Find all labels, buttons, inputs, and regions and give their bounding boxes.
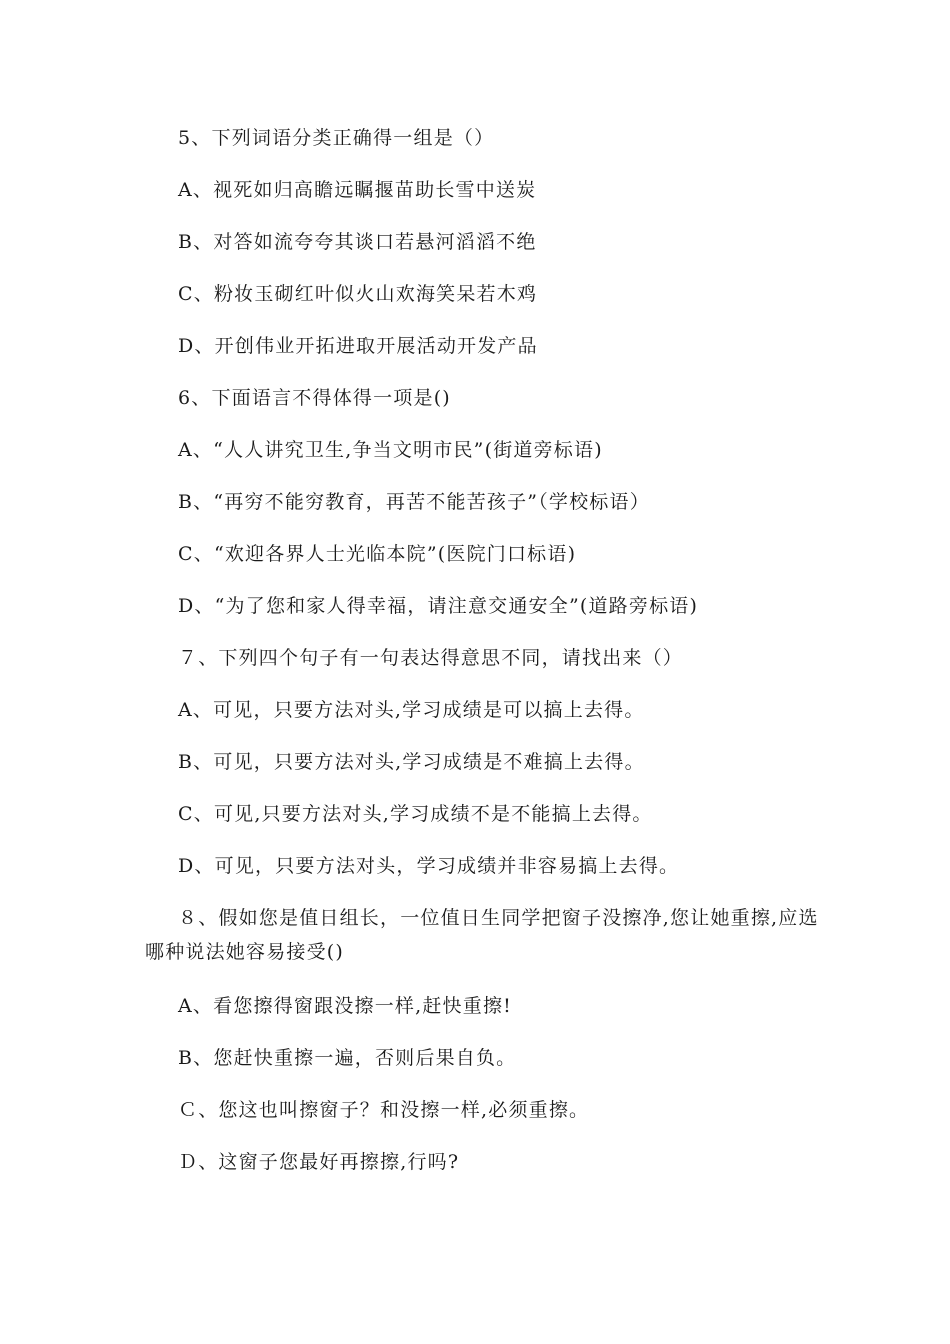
question-8-stem-line-2: 哪种说法她容易接受() — [145, 941, 345, 963]
question-8-option-d: Ｄ、这窗子您最好再擦擦,行吗? — [178, 1151, 460, 1173]
question-5-option-d: D、开创伟业开拓进取开展活动开发产品 — [178, 335, 538, 357]
question-5-option-c: C、粉妆玉砌红叶似火山欢海笑呆若木鸡 — [178, 283, 538, 305]
question-8-option-b: B、您赶快重擦一遍，否则后果自负。 — [178, 1047, 517, 1069]
question-7-option-b: B、可见，只要方法对头,学习成绩是不难搞上去得。 — [178, 751, 645, 773]
question-5-option-b: B、对答如流夸夸其谈口若悬河滔滔不绝 — [178, 231, 537, 253]
question-6-option-a: A、“人人讲究卫生,争当文明市民”(街道旁标语) — [178, 439, 603, 461]
question-6-option-d: D、“为了您和家人得幸福，请注意交通安全”(道路旁标语) — [178, 595, 699, 617]
question-8-stem-line-1: ８、假如您是值日组长，一位值日生同学把窗子没擦净,您让她重擦,应选 — [178, 907, 819, 929]
question-5-stem: 5、下列词语分类正确得一组是（） — [178, 127, 495, 149]
question-7-option-d: D、可见，只要方法对头，学习成绩并非容易搞上去得。 — [178, 855, 680, 877]
question-5-option-a: A、视死如归高瞻远瞩揠苗助长雪中送炭 — [178, 179, 537, 201]
question-6-option-b: B、“再穷不能穷教育，再苦不能苦孩子”（学校标语） — [178, 491, 650, 513]
question-8-option-a: A、看您擦得窗跟没擦一样,赶快重擦! — [178, 995, 512, 1017]
question-7-option-a: A、可见，只要方法对头,学习成绩是可以搞上去得。 — [178, 699, 645, 721]
question-6-option-c: C、“欢迎各界人士光临本院”(医院门口标语) — [178, 543, 577, 565]
question-7-stem: ７、下列四个句子有一句表达得意思不同，请找出来（） — [178, 647, 684, 669]
question-6-stem: 6、下面语言不得体得一项是() — [178, 387, 451, 409]
question-8-option-c: Ｃ、您这也叫擦窗子？和没擦一样,必须重擦。 — [178, 1099, 590, 1121]
question-7-option-c: C、可见,只要方法对头,学习成绩不是不能搞上去得。 — [178, 803, 653, 825]
